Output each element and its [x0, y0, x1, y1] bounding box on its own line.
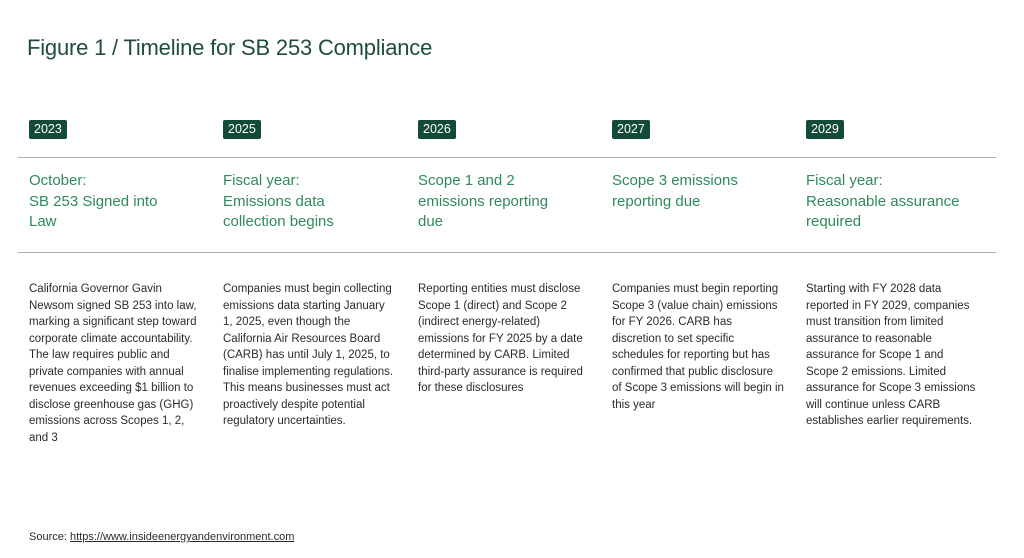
milestone-heading-line: collection begins — [223, 213, 334, 230]
milestone-heading-line: Emissions data — [223, 192, 325, 210]
year-badge-2029: 2029 — [806, 120, 844, 139]
figure-title: Figure 1 / Timeline for SB 253 Compliance — [27, 35, 433, 60]
milestone-heading-2026 — [418, 171, 588, 233]
milestone-heading-line: Scope 3 emissions — [612, 172, 738, 189]
milestone-description-2026: Reporting entities must disclose Scope 1 (direct) and Scope 2 (indirect energy-related) emissions for FY 2025 by a date determined by CARB. Limited third-party assurance is required for these disclosures — [418, 283, 583, 394]
source-label: Source: — [29, 531, 67, 543]
milestone-heading-line: Fiscal year: — [806, 172, 883, 189]
timeline-rule-bottom — [18, 252, 996, 253]
milestone-description-2027: Companies must begin reporting Scope 3 (value chain) emissions for FY 2026. CARB has discretion to set specific schedules for reporting but has confirmed that public disclosure of Scope 3 emissions will begin in this year — [612, 283, 784, 411]
milestone-heading-line: required — [806, 213, 862, 230]
source-line — [29, 531, 294, 543]
milestone-heading-2029 — [806, 171, 976, 233]
year-badge-2026: 2026 — [418, 120, 456, 139]
milestone-description-2029: Starting with FY 2028 data reported in FY 2029, companies must transition from limited assurance to reasonable assurance for Scope 1 and Scope 2 emissions. Limited assurance for Scope 3 emissions will continue unless CARB establishes earlier requirements. — [806, 283, 976, 427]
year-badge-2023: 2023 — [29, 120, 67, 139]
milestone-heading-line: Reasonable assurance — [806, 192, 960, 210]
milestone-heading-line: Law — [29, 213, 57, 230]
milestone-description-2025: Companies must begin collecting emissions data starting January 1, 2025, even though the California Air Resources Board (CARB) has until July 1, 2025, to finalise implementing regulations. This means businesses must act proactively despite potential regulatory uncertainties. — [223, 283, 394, 427]
milestone-description-2023: California Governor Gavin Newsom signed SB 253 into law, marking a significant step toward corporate climate accountability. The law requires public and private companies with annual revenues exceeding $1 billion to disclose greenhouse gas (GHG) emissions across Scopes 1, 2, and 3 — [29, 283, 197, 444]
year-badge-2027: 2027 — [612, 120, 650, 139]
milestone-heading-line: October: — [29, 172, 87, 189]
milestone-heading-line: due — [418, 213, 444, 230]
milestone-heading-2025 — [223, 171, 393, 233]
milestone-heading-2027 — [612, 171, 782, 212]
source-link[interactable]: https://www.insideenergyandenvironment.com — [69, 531, 295, 543]
milestone-heading-2023 — [29, 171, 199, 233]
milestone-heading-line: Fiscal year: — [223, 172, 300, 189]
milestone-heading-line: reporting due — [612, 192, 701, 210]
timeline-rule-top — [18, 157, 996, 158]
year-badge-2025: 2025 — [223, 120, 261, 139]
milestone-heading-line: SB 253 Signed into — [29, 192, 158, 210]
milestone-heading-line: emissions reporting — [418, 192, 549, 210]
milestone-heading-line: Scope 1 and 2 — [418, 172, 515, 189]
